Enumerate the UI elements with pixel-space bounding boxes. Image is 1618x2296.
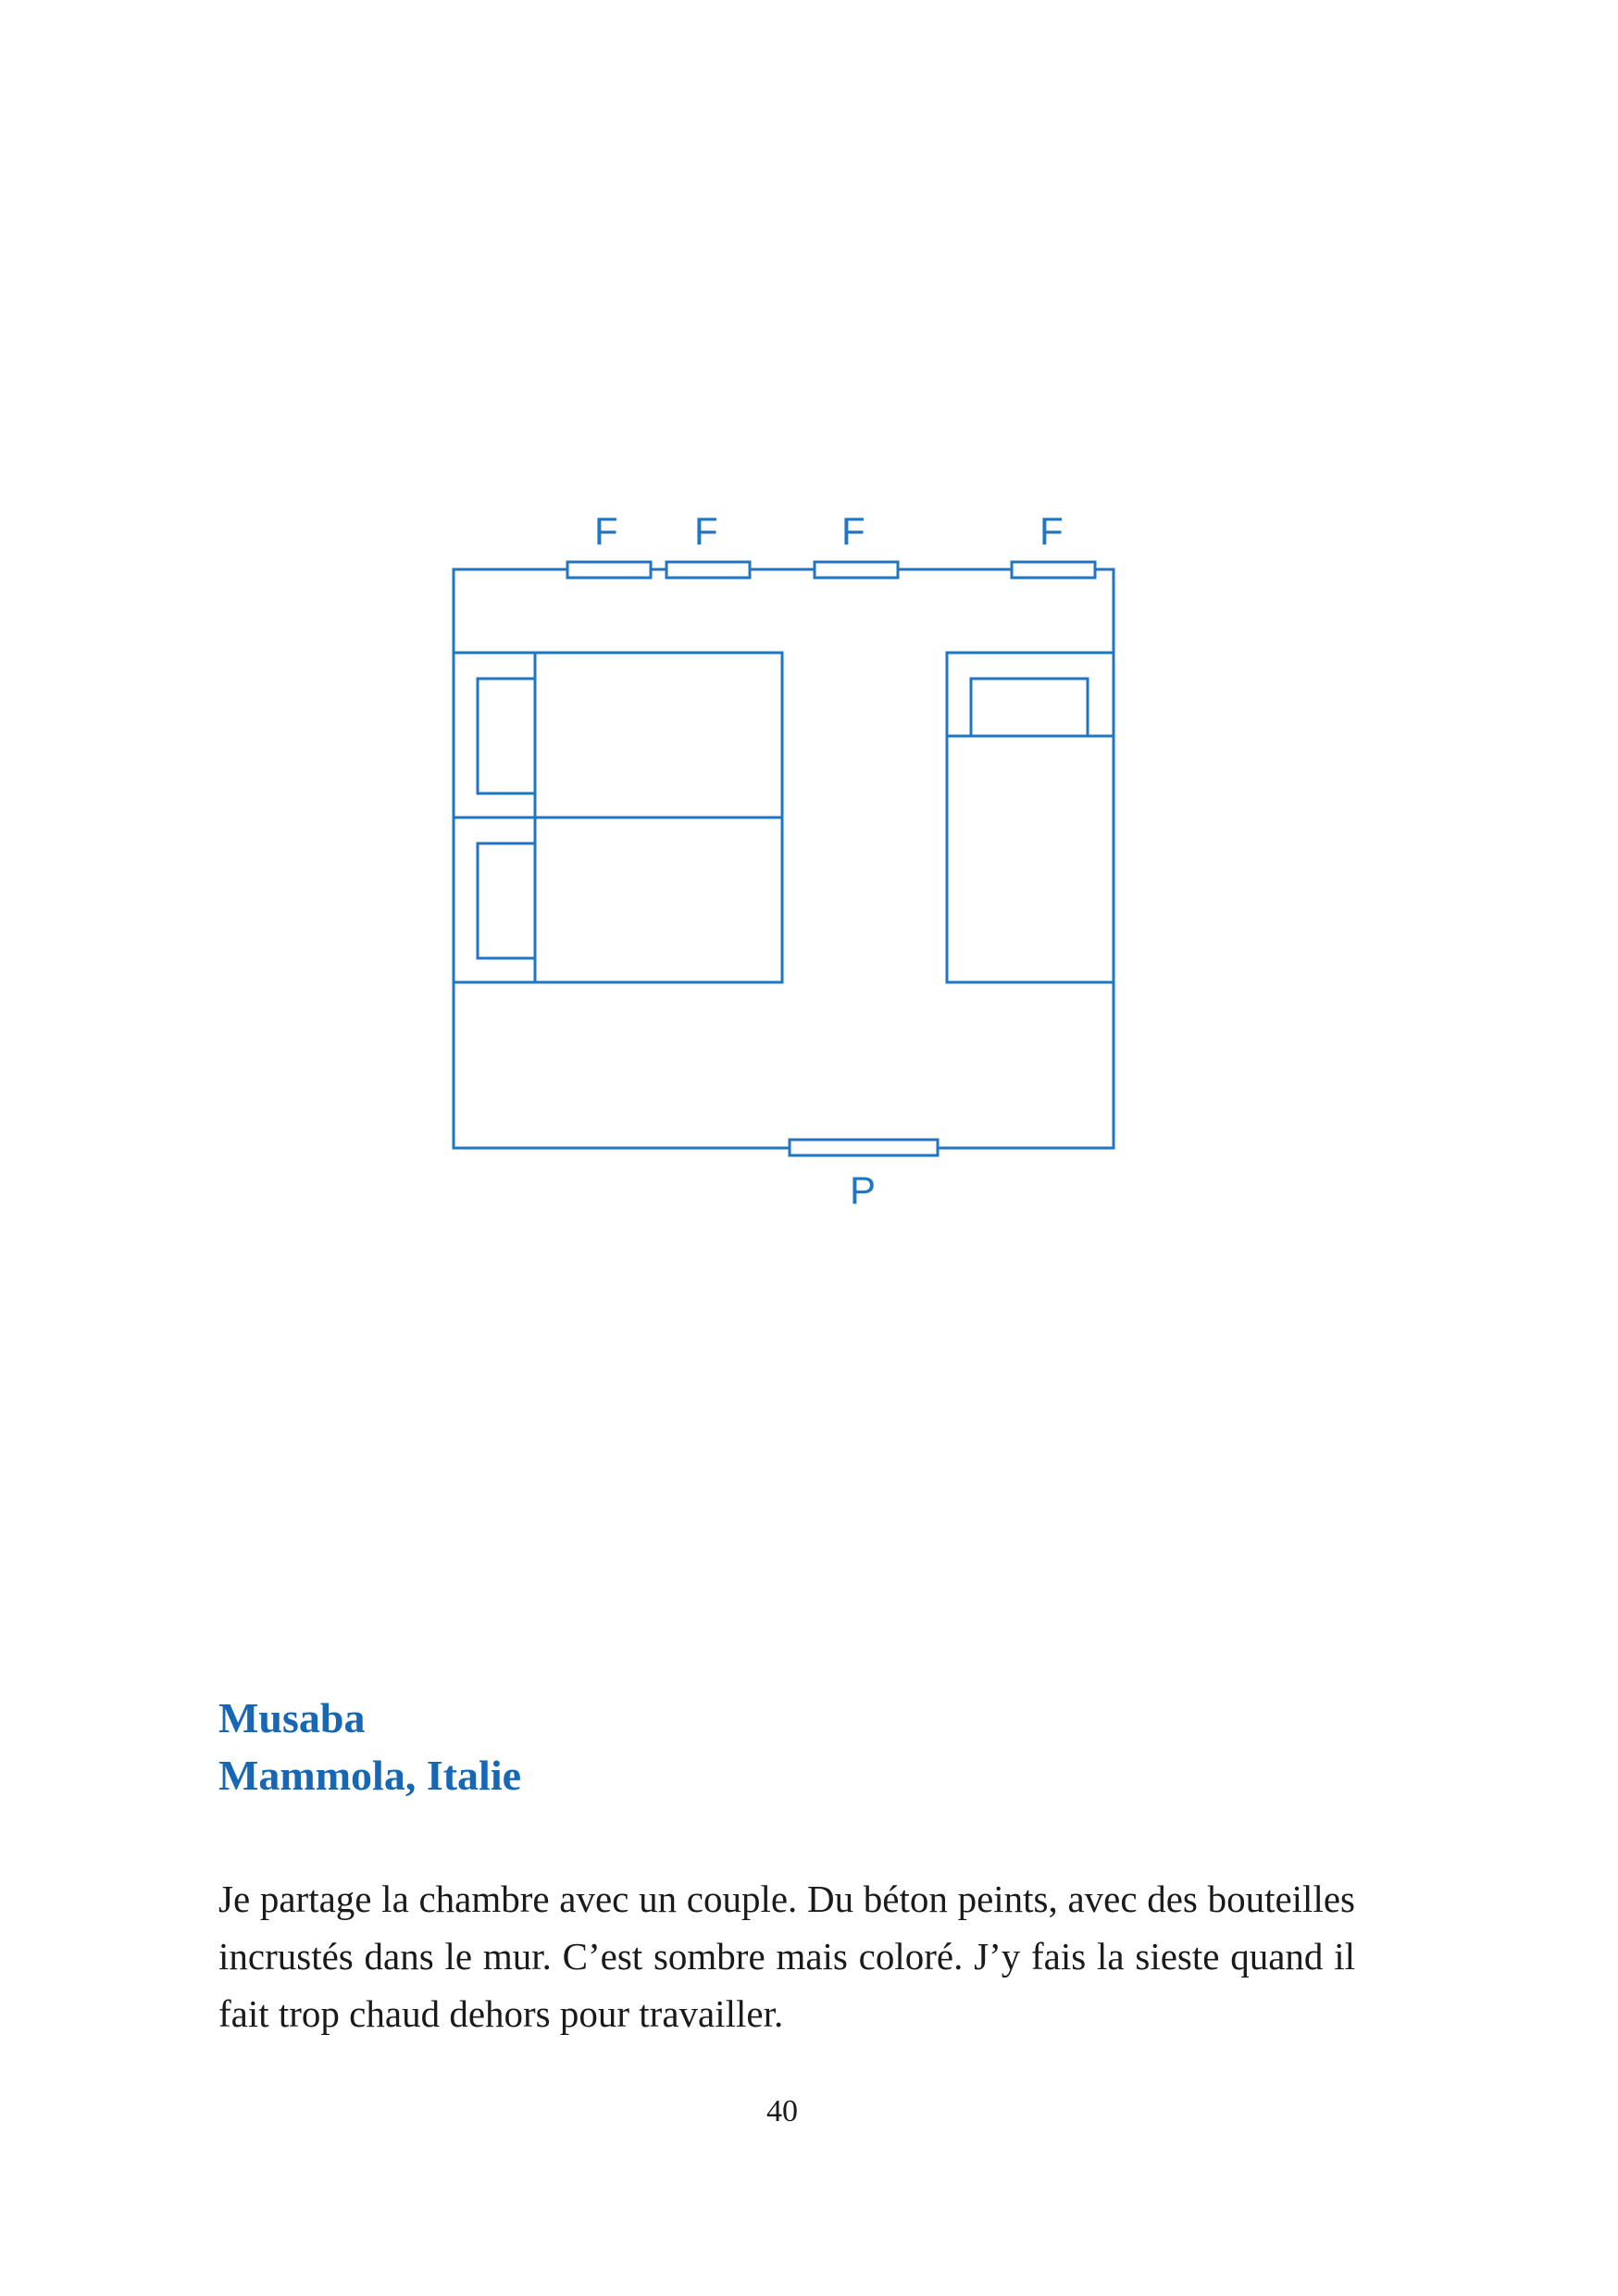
page-number: 40 [766,2094,798,2128]
place-name: Musaba [218,1694,366,1741]
window-label: F [841,509,865,553]
window-3 [815,562,898,578]
door-label: P [850,1168,877,1212]
window-4 [1012,562,1095,578]
pillow-icon [971,679,1088,736]
place-location: Mammola, Italie [218,1752,522,1799]
body-paragraph: Je partage la chambre avec un couple. Du béton peints, avec des bouteilles incrustés dans le mur. C’est sombre mais coloré. J’y fais la sieste quand il fait trop chaud dehors pour travailler. [218,1878,1355,2035]
left-bed-top [454,653,782,817]
door [790,1140,938,1155]
window-2 [666,562,750,578]
right-bed [947,653,1114,982]
window-label: F [694,509,718,553]
window-label: F [594,509,618,553]
window-label: F [1039,509,1064,553]
left-bed-bottom [454,817,782,982]
pillow-icon [478,843,535,958]
pillow-icon [478,679,535,793]
section-heading [218,1690,521,1804]
window-1 [567,562,651,578]
